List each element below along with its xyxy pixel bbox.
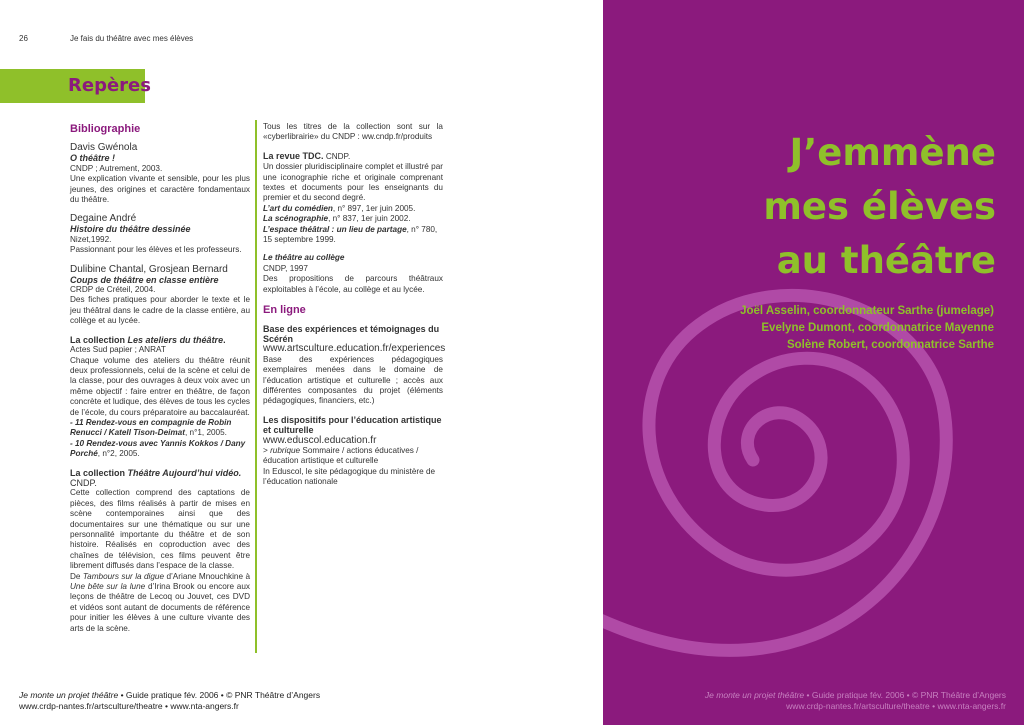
bib-publisher: CNDP. [70,477,97,488]
footer-urls: www.crdp-nantes.fr/artsculture/theatre • www.nta-angers.fr [19,701,239,711]
section-tab-label: Repères [68,75,151,96]
bib-publisher: Nizet,1992. [70,234,112,244]
collection-item: - 11 Rendez-vous en compagnie de Robin Renucci / Katell Tison-Deimat [70,417,232,438]
bib-title: Histoire du théâtre dessinée [70,224,191,235]
right-page [603,0,1024,725]
running-title: Je fais du théâtre avec mes élèves [70,34,194,43]
column-divider [255,120,257,653]
collection-title: Théâtre Aujourd’hui vidéo. [127,467,242,478]
bib-publisher: CNDP ; Autrement, 2003. [70,163,163,173]
footer-left [19,690,320,712]
collection-item-number: , n°1, 2005. [184,428,227,438]
bib-title: La revue TDC. [263,150,324,161]
bibliography-heading: Bibliographie [70,123,141,135]
footer-guide-info: • Guide pratique fév. 2006 • © PNR Théâtre d’Angers [118,690,321,700]
collection-label: La collection [70,334,126,345]
bib-publisher: CRDP de Créteil, 2004. [70,285,156,295]
online-description: Base des expériences pédagogiques exemplaires menées dans le domaine de l’éducation artistique et culturelle ; accès aux différentes composantes du projet (éléments pédagogiques, financiers, etc.) [263,354,443,406]
online-link[interactable]: www.eduscol.education.fr [263,434,377,446]
collection-item: - 10 Rendez-vous avec Yannis Kokkos / Dany Porché [70,438,246,459]
bib-examples: De Tambours sur la digue d’Ariane Mnouchkine à Une bête sur la lune d’Irina Brook ou encore aux leçons de théâtre de Lecoq ou Jouvet, ces DVD et vidéos sont autant de documents de référence pour initier les élèves à une culture vivante des arts de la scène. [70,571,251,633]
footer-guide-title: Je monte un projet théâtre [19,690,119,700]
bib-description: Un dossier pluridisciplinaire complet et illustré par une iconographie riche et originale comprenant textes et documents pour les enseignants du premier et du second degré. [263,162,443,203]
bib-entry [70,264,250,327]
bib-publisher: CNDP. [325,151,351,161]
main-title [763,126,996,288]
credit-line: Solène Robert, coordonnatrice Sarthe [786,339,994,351]
online-link[interactable]: www.artsculture.education.fr/experiences [263,343,446,355]
bib-publisher: CNDP, 1997 [263,263,308,273]
bib-description: Des propositions de parcours théâtraux exploitables à l’école, au collège et au lycée. [263,274,443,294]
credits [740,303,994,354]
online-title: Les dispositifs pour l’éducation artistique et culturelle [263,414,442,436]
collection-title: Les ateliers du théâtre [127,334,224,345]
online-path: > rubrique Sommaire / actions éducatives / éducation artistique et culturelle [263,445,419,466]
title-line: mes élèves [763,185,996,228]
bibliography-column [70,120,250,642]
bib-entry: La collection Les ateliers du théâtre. Actes Sud papier ; ANRAT Chaque volume des ateliers du théâtre réunit deux professionnels, celui de la scène et celui de la classe, pour des ouvrages à deux voix avec un même objectif : faire entrer en théâtre, de façon concrète et ludique, des élèves de tous les cycles de l’école, du cours préparatoire au baccalauréat. - 11 Rendez-vous en compagnie de Robin Renucci / Katell Tison-Deimat, n°1, 2005. - 10 Rendez-vous avec Yannis Kokkos / Dany Porché, n°2, 2005. [70,334,250,459]
credit-line: Evelyne Dumont, coordonnatrice Mayenne [761,322,994,334]
bib-publisher: Actes Sud papier ; ANRAT [70,345,166,355]
bib-description: Une explication vivante et sensible, pour les plus jeunes, des origines et caractère fondamentaux du théâtre. [70,174,250,205]
bib-description: Cette collection comprend des captations de pièces, des films réalisés à partir de mises en scène contemporaines ainsi que des documentaires sur une thématique ou sur une personnalité importante du théâtre et de son histoire. Réalisés en coproduction avec des chaînes de télévision, ces films peuvent être librement diffusés dans l’espace de la classe. [70,488,250,571]
bib-title: Le théâtre au collège [263,253,345,263]
bib-entry [70,142,250,205]
bib-entry [70,213,250,255]
bib-author: Degaine André [70,213,137,225]
page-number: 26 [19,34,28,43]
bib-author: Davis Gwénola [70,142,138,154]
bib-description: Chaque volume des ateliers du théâtre réunit deux professionnels, celui de la scène et celui de la classe, pour des ouvrages à deux voix avec un même objectif : faire entrer en théâtre, de façon concrète et ludique, des élèves de tous les cycles de l’école, du cours préparatoire au baccalauréat. [70,355,250,417]
bib-description: Passionnant pour les élèves et les professeurs. [70,245,242,255]
collection-item-number: , n°2, 2005. [97,449,140,459]
collection-label: La collection [70,467,126,478]
title-line: au théâtre [776,239,996,282]
bib-description: Des fiches pratiques pour aborder le texte et le jeu théâtral dans le cadre de la classe entière, au collège et au lycée. [70,295,250,326]
online-description: In Eduscol, le site pédagogique du ministère de l’éducation nationale [263,466,436,487]
bib-entry [70,468,250,635]
bib-author: Dulibine Chantal, Grosjean Bernard [70,263,228,275]
bib-entry: La revue TDC. CNDP. Un dossier pluridisciplinaire complet et illustré par une iconographie riche et originale comprenant textes et documents pour les enseignants du premier et du second degré. L’art du comédien, n° 897, 1er juin 2005. La scénographie, n° 837, 1er juin 2002. L’espace théâtral : un lieu de partage, n° 780, 15 septembre 1999. [263,150,443,245]
collection-intro: Tous les titres de la collection sont sur la «cyberlibrairie» du CNDP : ww.cndp.fr/produits [263,122,443,142]
resources-column [263,122,446,496]
online-title: Base des expériences et témoignages du Scérén [263,323,440,344]
footer-right: Je monte un projet théâtre • Guide pratique fév. 2006 • © PNR Théâtre d’Angers www.crdp-nantes.fr/artsculture/theatre • www.nta-angers.fr [704,690,1006,711]
section-tab [0,69,151,103]
bib-entry [263,253,443,295]
bib-title: Coups de théâtre en classe entière [70,274,219,285]
online-entry [263,415,443,488]
bib-title: O théâtre ! [70,153,116,164]
spiral-decoration [603,0,1024,725]
online-heading: En ligne [263,304,306,317]
online-entry [263,323,446,407]
credit-line: Joël Asselin, coordonnateur Sarthe (jumelage) [740,305,994,317]
title-line: J’emmène [789,131,996,174]
